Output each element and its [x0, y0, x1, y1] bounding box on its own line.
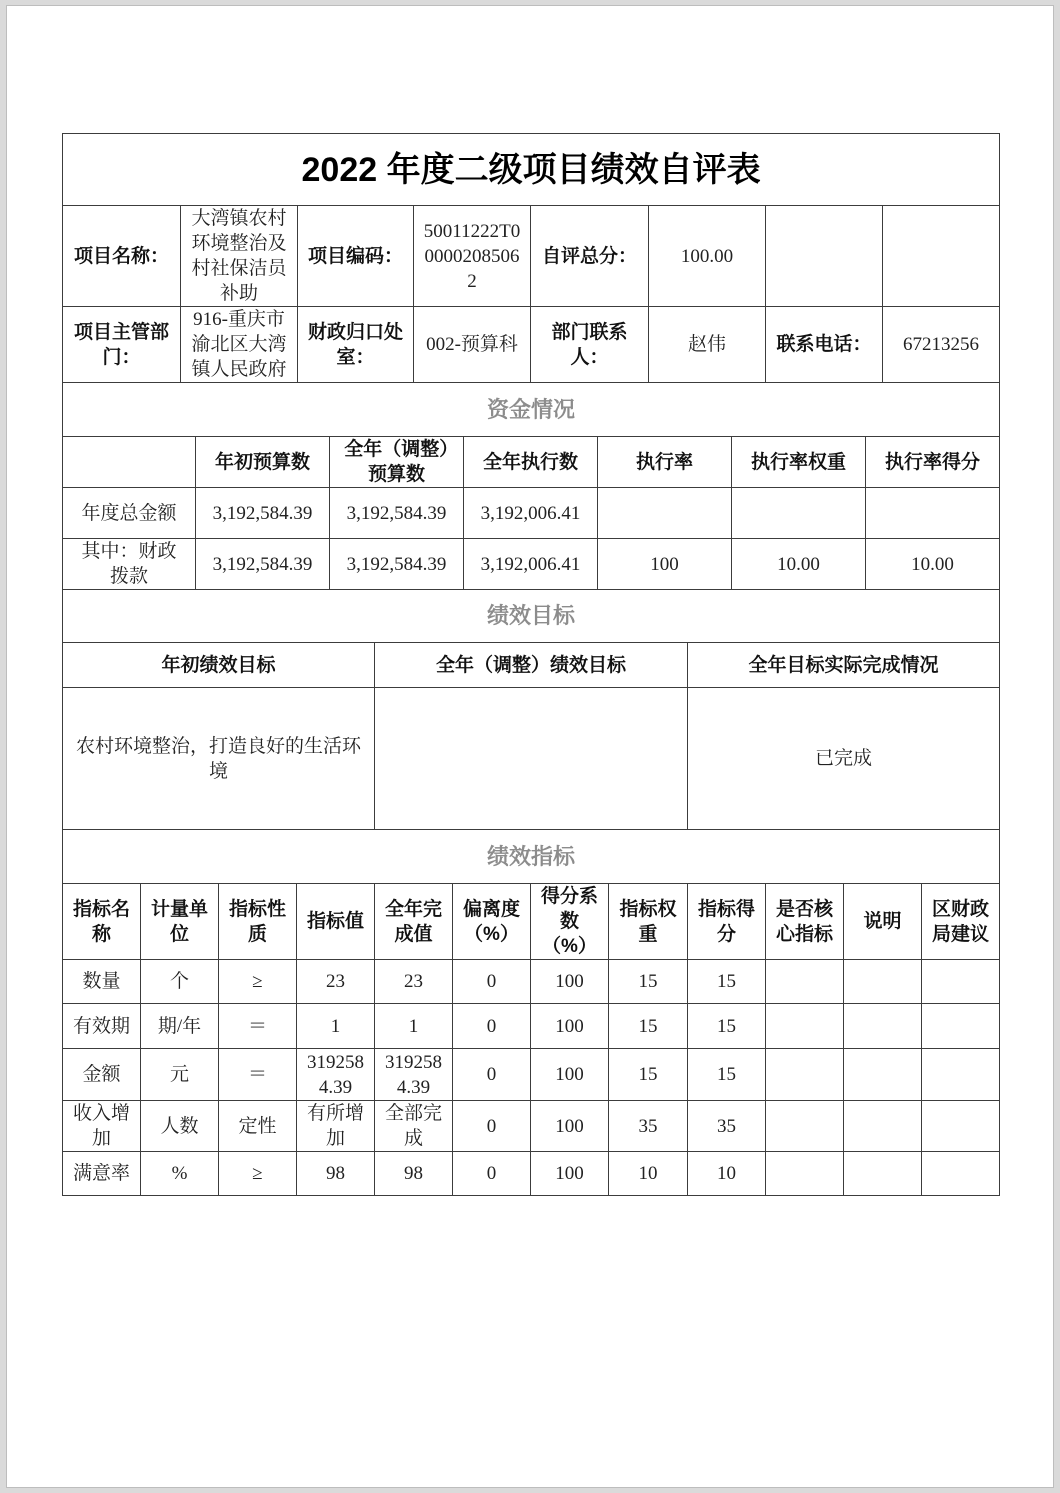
- indicator-deviation: 0: [453, 1049, 531, 1101]
- indicators-header-cell: 全年完成值: [375, 884, 453, 960]
- goals-header-row: [63, 643, 1000, 688]
- indicator-coefficient: 100: [531, 1152, 609, 1196]
- indicator-weight: 15: [609, 960, 688, 1004]
- funding-header-cell: 全年执行数: [464, 437, 598, 488]
- indicators-section-row: [63, 830, 1000, 884]
- info-table: [62, 133, 1000, 383]
- indicator-score: 15: [688, 1049, 766, 1101]
- indicator-actual: 全部完成: [375, 1101, 453, 1152]
- self-score-label: 自评总分：: [531, 206, 649, 307]
- executed-amount: 3,192,006.41: [464, 488, 598, 539]
- indicator-coefficient: 100: [531, 960, 609, 1004]
- goals-table: [62, 589, 1000, 830]
- indicator-row: [63, 1049, 1000, 1101]
- indicator-deviation: 0: [453, 1004, 531, 1049]
- funding-table: [62, 382, 1000, 590]
- indicators-table: [62, 829, 1000, 1196]
- indicator-actual: 98: [375, 1152, 453, 1196]
- indicator-name: 收入增加: [63, 1101, 141, 1152]
- blank-cell: [766, 206, 883, 307]
- adjusted-budget: 3,192,584.39: [330, 488, 464, 539]
- goals-section-title: 绩效目标: [63, 590, 1000, 643]
- indicator-deviation: 0: [453, 1101, 531, 1152]
- department: 916-重庆市渝北区大湾镇人民政府: [181, 307, 298, 383]
- indicator-unit: 个: [141, 960, 219, 1004]
- indicators-header-cell: 计量单位: [141, 884, 219, 960]
- indicator-unit: 元: [141, 1049, 219, 1101]
- contact-person: 赵伟: [649, 307, 766, 383]
- indicator-suggestion: [922, 960, 1000, 1004]
- indicator-weight: 35: [609, 1101, 688, 1152]
- title-row: [63, 134, 1000, 206]
- indicators-header-cell: 指标得分: [688, 884, 766, 960]
- evaluation-sheet: [62, 133, 999, 1196]
- indicator-nature: 定性: [219, 1101, 297, 1152]
- indicators-header-cell: 偏离度（%）: [453, 884, 531, 960]
- indicator-note: [844, 960, 922, 1004]
- execution-rate-score: [866, 488, 1000, 539]
- indicator-note: [844, 1004, 922, 1049]
- indicator-unit: 期/年: [141, 1004, 219, 1049]
- initial-goal: 农村环境整治，打造良好的生活环境: [63, 688, 375, 830]
- indicator-suggestion: [922, 1004, 1000, 1049]
- indicator-coefficient: 100: [531, 1101, 609, 1152]
- indicator-target: 有所增加: [297, 1101, 375, 1152]
- indicator-actual: 3192584.39: [375, 1049, 453, 1101]
- info-row-department: [63, 307, 1000, 383]
- indicator-score: 15: [688, 1004, 766, 1049]
- indicator-is-core: [766, 1004, 844, 1049]
- funding-row: [63, 539, 1000, 590]
- self-score: 100.00: [649, 206, 766, 307]
- indicator-name: 满意率: [63, 1152, 141, 1196]
- indicator-target: 23: [297, 960, 375, 1004]
- indicator-row: [63, 1101, 1000, 1152]
- indicator-score: 35: [688, 1101, 766, 1152]
- indicator-row: [63, 960, 1000, 1004]
- funding-section-title: 资金情况: [63, 383, 1000, 437]
- project-code-label: 项目编码：: [298, 206, 414, 307]
- document-page: [6, 5, 1054, 1488]
- indicator-weight: 10: [609, 1152, 688, 1196]
- indicator-nature: ＝: [219, 1004, 297, 1049]
- indicators-header-cell: 指标性质: [219, 884, 297, 960]
- indicator-is-core: [766, 960, 844, 1004]
- indicator-target: 3192584.39: [297, 1049, 375, 1101]
- indicator-row: [63, 1004, 1000, 1049]
- indicator-unit: %: [141, 1152, 219, 1196]
- indicator-name: 数量: [63, 960, 141, 1004]
- indicators-header-cell: 得分系数（%）: [531, 884, 609, 960]
- info-row-project: [63, 206, 1000, 307]
- indicator-unit: 人数: [141, 1101, 219, 1152]
- indicators-header-cell: 指标权重: [609, 884, 688, 960]
- indicators-header-cell: 区财政局建议: [922, 884, 1000, 960]
- indicator-target: 98: [297, 1152, 375, 1196]
- execution-rate: [598, 488, 732, 539]
- execution-rate-weight: [732, 488, 866, 539]
- finance-office-label: 财政归口处室：: [298, 307, 414, 383]
- page-title: 2022 年度二级项目绩效自评表: [63, 134, 1000, 206]
- indicator-weight: 15: [609, 1049, 688, 1101]
- indicator-note: [844, 1101, 922, 1152]
- indicators-header-cell: 指标名称: [63, 884, 141, 960]
- goals-section-row: [63, 590, 1000, 643]
- indicator-actual: 23: [375, 960, 453, 1004]
- initial-budget: 3,192,584.39: [196, 539, 330, 590]
- funding-row-label: 年度总金额: [63, 488, 196, 539]
- funding-section-row: [63, 383, 1000, 437]
- indicator-deviation: 0: [453, 1152, 531, 1196]
- funding-header-cell: 年初预算数: [196, 437, 330, 488]
- indicators-header-cell: 是否核心指标: [766, 884, 844, 960]
- indicator-is-core: [766, 1101, 844, 1152]
- goals-header-cell: 年初绩效目标: [63, 643, 375, 688]
- adjusted-goal: [375, 688, 688, 830]
- indicator-score: 10: [688, 1152, 766, 1196]
- goals-header-cell: 全年目标实际完成情况: [688, 643, 1000, 688]
- indicators-section-title: 绩效指标: [63, 830, 1000, 884]
- indicator-coefficient: 100: [531, 1049, 609, 1101]
- blank-cell: [63, 437, 196, 488]
- initial-budget: 3,192,584.39: [196, 488, 330, 539]
- funding-row-label: 其中：财政拨款: [63, 539, 196, 590]
- indicator-target: 1: [297, 1004, 375, 1049]
- indicator-row: [63, 1152, 1000, 1196]
- indicator-note: [844, 1049, 922, 1101]
- indicators-header-cell: 指标值: [297, 884, 375, 960]
- funding-header-row: [63, 437, 1000, 488]
- funding-header-cell: 执行率: [598, 437, 732, 488]
- funding-header-cell: 全年（调整）预算数: [330, 437, 464, 488]
- execution-rate: 100: [598, 539, 732, 590]
- indicator-score: 15: [688, 960, 766, 1004]
- phone-number: 67213256: [883, 307, 1000, 383]
- funding-header-cell: 执行率权重: [732, 437, 866, 488]
- indicator-suggestion: [922, 1049, 1000, 1101]
- blank-cell: [883, 206, 1000, 307]
- funding-row: [63, 488, 1000, 539]
- goals-header-cell: 全年（调整）绩效目标: [375, 643, 688, 688]
- funding-header-cell: 执行率得分: [866, 437, 1000, 488]
- indicator-is-core: [766, 1049, 844, 1101]
- indicator-deviation: 0: [453, 960, 531, 1004]
- indicator-suggestion: [922, 1152, 1000, 1196]
- indicator-note: [844, 1152, 922, 1196]
- indicator-weight: 15: [609, 1004, 688, 1049]
- goals-row: [63, 688, 1000, 830]
- finance-office: 002-预算科: [414, 307, 531, 383]
- project-name: 大湾镇农村环境整治及村社保洁员补助: [181, 206, 298, 307]
- adjusted-budget: 3,192,584.39: [330, 539, 464, 590]
- phone-label: 联系电话：: [766, 307, 883, 383]
- indicator-coefficient: 100: [531, 1004, 609, 1049]
- indicator-nature: ≥: [219, 1152, 297, 1196]
- department-label: 项目主管部门：: [63, 307, 181, 383]
- indicator-name: 金额: [63, 1049, 141, 1101]
- indicators-header-cell: 说明: [844, 884, 922, 960]
- indicator-suggestion: [922, 1101, 1000, 1152]
- execution-rate-score: 10.00: [866, 539, 1000, 590]
- project-code: 50011222T000002085062: [414, 206, 531, 307]
- indicator-name: 有效期: [63, 1004, 141, 1049]
- goal-completion: 已完成: [688, 688, 1000, 830]
- indicator-is-core: [766, 1152, 844, 1196]
- indicator-nature: ＝: [219, 1049, 297, 1101]
- contact-label: 部门联系人：: [531, 307, 649, 383]
- executed-amount: 3,192,006.41: [464, 539, 598, 590]
- indicator-nature: ≥: [219, 960, 297, 1004]
- execution-rate-weight: 10.00: [732, 539, 866, 590]
- indicators-header-row: [63, 884, 1000, 960]
- project-name-label: 项目名称：: [63, 206, 181, 307]
- indicator-actual: 1: [375, 1004, 453, 1049]
